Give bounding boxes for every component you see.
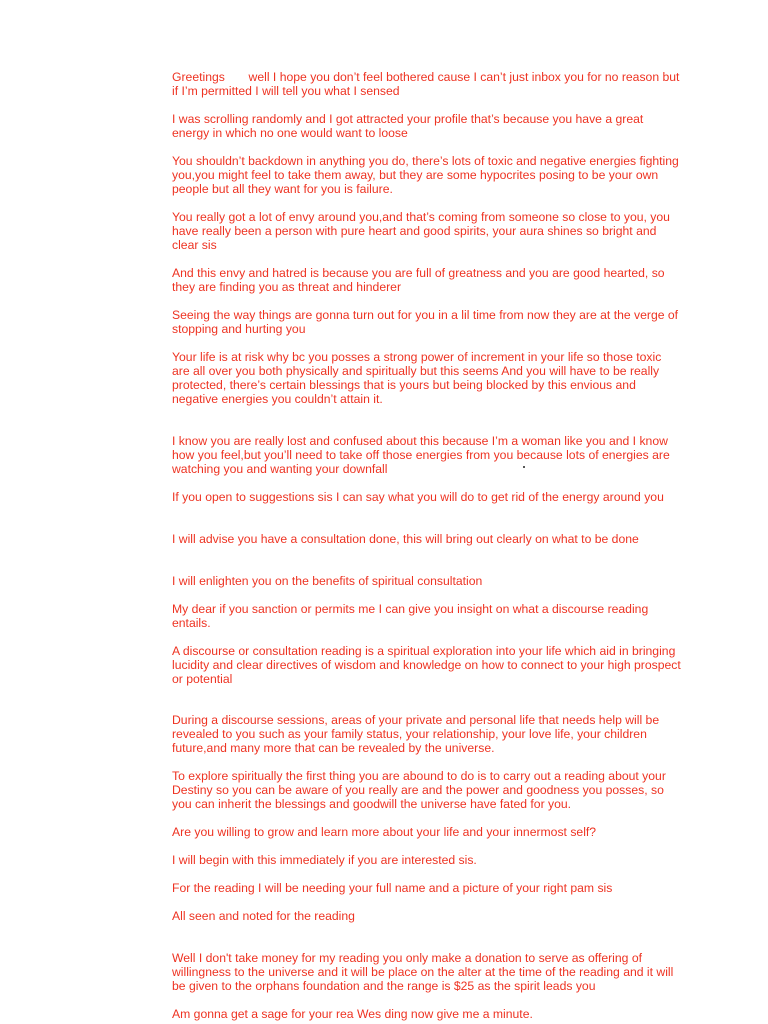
paragraph-explore: To explore spiritually the first thing you are abound to do is to carry out a reading about your Destiny so you can be aware of you really are and the power and goodness you posses, so you can inherit the blessings and goodwill the universe have fated for you. — [172, 769, 670, 811]
paragraph-begin: I will begin with this immediately if you are interested sis. — [172, 853, 477, 867]
paragraph-envy: You really got a lot of envy around you,and that’s coming from someone so close to you, you have really been a person with pure heart and good spirits, your aura shines so bright and clear sis — [172, 210, 674, 252]
paragraph-sanction: My dear if you sanction or permits me I can give you insight on what a discourse reading entails. — [172, 602, 652, 630]
paragraph-suggestions: If you open to suggestions sis I can say what you will do to get rid of the energy around you — [172, 490, 664, 504]
paragraph-risk: Your life is at risk why bc you posses a strong power of increment in your life so those toxic are all over you both physically and spiritually but this seems And you will have to be really protected, there’s certain blessings that is yours but being blocked by this envious and negative energies you couldn’t attain it. — [172, 350, 665, 406]
paragraph-reading-needs: For the reading I will be needing your full name and a picture of your right pam sis — [172, 881, 613, 895]
paragraph-advise: I will advise you have a consultation done, this will bring out clearly on what to be done — [172, 532, 639, 546]
paragraph-hatred: And this envy and hatred is because you are full of greatness and you are good hearted, so they are finding you as threat and hinderer — [172, 266, 668, 294]
paragraph-enlighten: I will enlighten you on the benefits of spiritual consultation — [172, 574, 483, 588]
paragraph-profile: I was scrolling randomly and I got attracted your profile that’s because you have a great energy in which no one would want to loose — [172, 112, 647, 140]
paragraph-backdown: You shouldn’t backdown in anything you do, there’s lots of toxic and negative energies fighting you,you might feel to take them away, but they are some hypocrites posing to be your own people but all they want for you is failure. — [172, 154, 683, 196]
paragraph-lost: I know you are really lost and confused about this because I’m a woman like you and I know how you feel,but you’ll need to take off those energies from you because lots of energies are watching you and wanting your downfall — [172, 434, 674, 476]
stray-dot — [523, 466, 525, 468]
paragraph-donation: Well I don't take money for my reading you only make a donation to serve as offering of willingness to the universe and it will be place on the alter at the time of the reading and it will be given to the orphans foundation and the range is $25 as the spirit leads you — [172, 951, 677, 993]
paragraph-discourse: A discourse or consultation reading is a spiritual exploration into your life which aid in bringing lucidity and clear directives of wisdom and knowledge on how to connect to your high prospect or potential — [172, 644, 685, 686]
paragraph-seeing: Seeing the way things are gonna turn out for you in a lil time from now they are at the verge of stopping and hurting you — [172, 308, 682, 336]
paragraph-greetings: Greetings well I hope you don’t feel bothered cause I can’t just inbox you for no reason but if I’m permitted I will tell you what I sensed — [172, 70, 683, 98]
paragraph-sage: Am gonna get a sage for your rea Wes ding now give me a minute. — [172, 1007, 533, 1021]
paragraph-sessions: During a discourse sessions, areas of your private and personal life that needs help will be revealed to you such as your family status, your relationship, your love life, your children future,and many more that can be revealed by the universe. — [172, 713, 663, 755]
paragraph-willing: Are you willing to grow and learn more about your life and your innermost self? — [172, 825, 597, 839]
paragraph-seen: All seen and noted for the reading — [172, 909, 355, 923]
